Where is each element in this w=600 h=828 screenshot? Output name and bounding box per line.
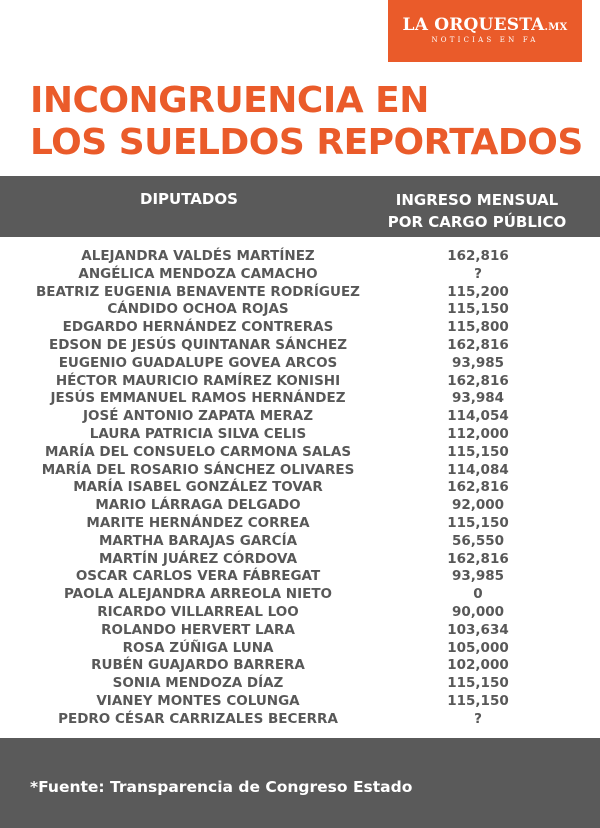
- table-row: [0, 319, 600, 337]
- monthly-income: 115,150: [447, 692, 509, 709]
- table-row: [0, 284, 600, 302]
- monthly-income: 93,985: [451, 568, 505, 585]
- monthly-income: 162,816: [447, 550, 509, 567]
- table-row: [0, 497, 600, 515]
- table-row: [0, 604, 600, 622]
- table-row: [0, 248, 600, 266]
- diputado-name: MARTHA BARAJAS GARCÍA: [98, 532, 298, 549]
- monthly-income: 114,054: [447, 408, 509, 425]
- table-body: [0, 248, 600, 729]
- footer: [0, 738, 600, 828]
- diputado-name: RUBÉN GUAJARDO BARRERA: [91, 657, 305, 674]
- diputado-name: JOSÉ ANTONIO ZAPATA MERAZ: [83, 408, 313, 425]
- monthly-income: 115,800: [447, 319, 509, 336]
- table-row: [0, 426, 600, 444]
- table-row: [0, 568, 600, 586]
- monthly-income: 115,200: [447, 283, 509, 300]
- monthly-income: 105,000: [447, 639, 509, 656]
- monthly-income: 93,984: [451, 390, 505, 407]
- table-row: [0, 675, 600, 693]
- brand-name: [388, 15, 582, 35]
- monthly-income: 103,634: [447, 621, 509, 638]
- diputado-name: MARÍA DEL CONSUELO CARMONA SALAS: [44, 443, 352, 460]
- monthly-income: 93,985: [451, 354, 505, 371]
- table-row: [0, 373, 600, 391]
- table-row: [0, 390, 600, 408]
- table-row: [0, 693, 600, 711]
- diputado-name: BEATRIZ EUGENIA BENAVENTE RODRÍGUEZ: [36, 283, 360, 300]
- table-row: [0, 711, 600, 729]
- diputado-name: MARIO LÁRRAGA DELGADO: [95, 497, 301, 514]
- monthly-income: 0: [473, 586, 483, 603]
- column-header-diputados: DIPUTADOS: [140, 190, 238, 208]
- diputado-name: PAOLA ALEJANDRA ARREOLA NIETO: [63, 586, 333, 603]
- monthly-income: 115,150: [447, 301, 509, 318]
- monthly-income: 92,000: [451, 497, 505, 514]
- monthly-income: 114,084: [447, 461, 509, 478]
- column-header-ingreso-line-1: INGRESO MENSUAL: [395, 191, 559, 209]
- diputado-name: SONIA MENDOZA DÍAZ: [112, 675, 284, 692]
- brand-logo: [388, 0, 582, 62]
- monthly-income: 162,816: [447, 479, 509, 496]
- table-row: [0, 266, 600, 284]
- diputado-name: JESÚS EMMANUEL RAMOS HERNÁNDEZ: [50, 390, 346, 407]
- column-header-ingreso: [372, 189, 582, 233]
- table-row: [0, 515, 600, 533]
- table-row: [0, 622, 600, 640]
- diputado-name: CÁNDIDO OCHOA ROJAS: [107, 301, 289, 318]
- diputado-name: MARITE HERNÁNDEZ CORREA: [86, 514, 310, 531]
- monthly-income: ?: [474, 265, 482, 282]
- brand-name-text: LA ORQUESTA: [402, 15, 545, 35]
- diputado-name: PEDRO CÉSAR CARRIZALES BECERRA: [58, 710, 338, 727]
- monthly-income: 115,150: [447, 675, 509, 692]
- diputado-name: OSCAR CARLOS VERA FÁBREGAT: [75, 568, 321, 585]
- monthly-income: 162,816: [447, 372, 509, 389]
- diputado-name: LAURA PATRICIA SILVA CELIS: [89, 425, 307, 442]
- diputado-name: EDSON DE JESÚS QUINTANAR SÁNCHEZ: [48, 336, 347, 353]
- monthly-income: 56,550: [451, 532, 505, 549]
- source-note: *Fuente: Transparencia de Congreso Estado: [30, 778, 413, 796]
- monthly-income: 115,150: [447, 443, 509, 460]
- brand-tagline: NOTICIAS EN FA: [431, 36, 539, 44]
- table-row: [0, 533, 600, 551]
- diputado-name: EDGARDO HERNÁNDEZ CONTRERAS: [62, 319, 334, 336]
- monthly-income: 115,150: [447, 514, 509, 531]
- table-header: [0, 176, 600, 237]
- diputado-name: ROLANDO HERVERT LARA: [101, 621, 295, 638]
- diputado-name: ANGÉLICA MENDOZA CAMACHO: [78, 265, 318, 282]
- diputado-name: HÉCTOR MAURICIO RAMÍREZ KONISHI: [55, 372, 341, 389]
- table-row: [0, 479, 600, 497]
- monthly-income: 102,000: [447, 657, 509, 674]
- column-header-ingreso-line-2: POR CARGO PÚBLICO: [387, 213, 567, 231]
- monthly-income: 90,000: [451, 603, 505, 620]
- table-row: [0, 586, 600, 604]
- diputado-name: ALEJANDRA VALDÉS MARTÍNEZ: [81, 248, 315, 264]
- brand-suffix: .MX: [544, 22, 568, 33]
- page-title: [30, 80, 590, 164]
- table-row: [0, 462, 600, 480]
- diputado-name: ROSA ZÚÑIGA LUNA: [122, 639, 274, 656]
- diputado-name: VIANEY MONTES COLUNGA: [96, 692, 300, 709]
- table-row: [0, 444, 600, 462]
- table-row: [0, 408, 600, 426]
- diputado-name: MARÍA DEL ROSARIO SÁNCHEZ OLIVARES: [41, 461, 355, 478]
- table-row: [0, 657, 600, 675]
- diputado-name: RICARDO VILLARREAL LOO: [97, 603, 299, 620]
- table-row: [0, 551, 600, 569]
- table-row: [0, 640, 600, 658]
- table-row: [0, 301, 600, 319]
- table-row: [0, 337, 600, 355]
- title-line-2: LOS SUELDOS REPORTADOS: [30, 122, 583, 163]
- monthly-income: ?: [474, 710, 482, 727]
- monthly-income: 162,816: [447, 336, 509, 353]
- monthly-income: 162,816: [447, 248, 509, 264]
- title-line-1: INCONGRUENCIA EN: [30, 80, 429, 121]
- diputado-name: MARTÍN JUÁREZ CÓRDOVA: [98, 550, 298, 567]
- monthly-income: 112,000: [447, 425, 509, 442]
- table-row: [0, 355, 600, 373]
- diputado-name: EUGENIO GUADALUPE GOVEA ARCOS: [58, 354, 338, 371]
- diputado-name: MARÍA ISABEL GONZÁLEZ TOVAR: [73, 479, 323, 496]
